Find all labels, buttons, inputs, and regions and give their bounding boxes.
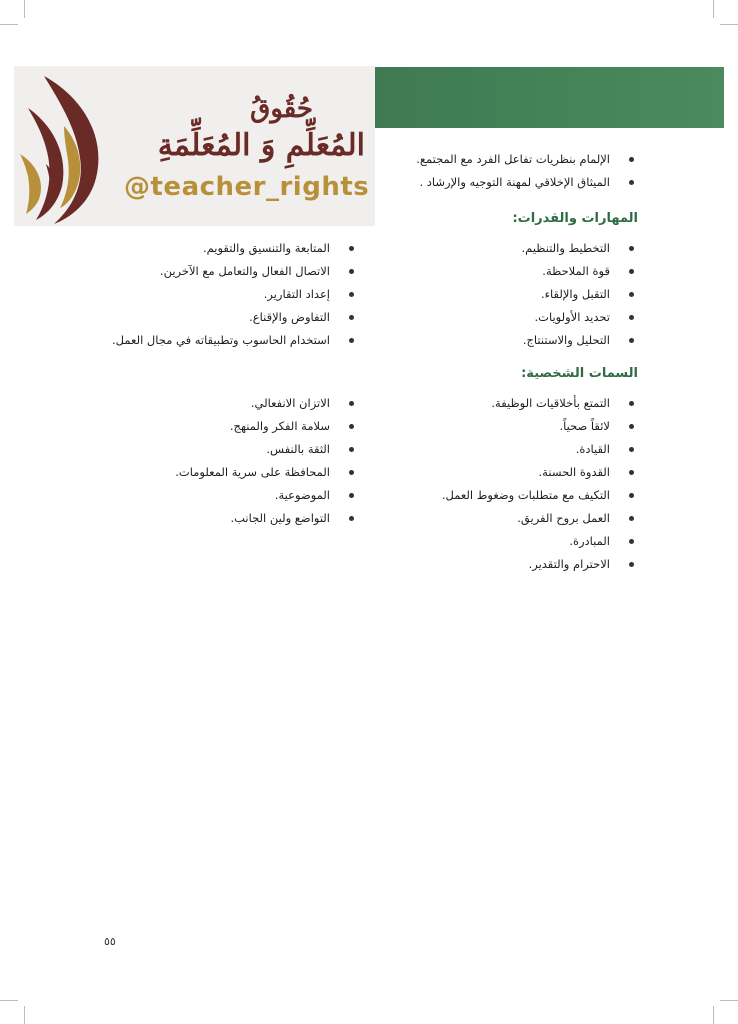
list-item: لائقاً صحياً. (442, 415, 638, 438)
bullet-icon (349, 246, 354, 251)
logo-title-line2: المُعَلِّمِ وَ المُعَلِّمَةِ (157, 128, 365, 163)
list-item: التحليل والاستنتاج. (522, 329, 638, 352)
list-item: الاتصال الفعال والتعامل مع الآخرين. (112, 260, 358, 283)
list-item: التواضع ولين الجانب. (175, 507, 358, 530)
list-item: الاتزان الانفعالي. (175, 392, 358, 415)
crop-mark (720, 1000, 738, 1001)
crop-mark (24, 0, 25, 18)
logo-handle: @teacher_rights (124, 172, 370, 202)
traits-heading: السمات الشخصية: (521, 366, 638, 381)
skills-right-list (522, 237, 638, 352)
logo-title-line1: حُقُوقُ (250, 94, 313, 124)
list-item: العمل بروح الفريق. (442, 507, 638, 530)
bullet-icon (629, 493, 634, 498)
crop-mark (713, 1006, 714, 1024)
bullet-icon (629, 562, 634, 567)
intro-list (416, 148, 638, 194)
bullet-icon (629, 292, 634, 297)
bullet-icon (349, 470, 354, 475)
list-item: تحديد الأولويات. (522, 306, 638, 329)
bullet-icon (629, 424, 634, 429)
bullet-icon (349, 315, 354, 320)
bullet-icon (629, 338, 634, 343)
header-band (375, 67, 724, 128)
crop-mark (0, 24, 18, 25)
bullet-icon (629, 315, 634, 320)
list-item: استخدام الحاسوب وتطبيقاته في مجال العمل. (112, 329, 358, 352)
list-item: المتابعة والتنسيق والتقويم. (112, 237, 358, 260)
teacher-rights-logo (14, 66, 375, 226)
bullet-icon (349, 516, 354, 521)
page-number: ٥٥ (104, 935, 116, 948)
bullet-icon (629, 269, 634, 274)
crop-mark (0, 1000, 18, 1001)
list-item: الإلمام بنظريات تفاعل الفرد مع المجتمع. (416, 148, 638, 171)
crop-mark (24, 1006, 25, 1024)
bullet-icon (629, 246, 634, 251)
crop-mark (720, 24, 738, 25)
bullet-icon (629, 539, 634, 544)
bullet-icon (629, 180, 634, 185)
bullet-icon (349, 269, 354, 274)
bullet-icon (629, 470, 634, 475)
skills-heading: المهارات والقدرات: (512, 211, 638, 226)
list-item: الميثاق الإخلاقي لمهنة التوجيه والإرشاد . (416, 171, 638, 194)
list-item: القيادة. (442, 438, 638, 461)
list-item: الموضوعية. (175, 484, 358, 507)
bullet-icon (349, 338, 354, 343)
list-item: التفاوض والإقناع. (112, 306, 358, 329)
bullet-icon (349, 401, 354, 406)
list-item: الثقة بالنفس. (175, 438, 358, 461)
bullet-icon (629, 157, 634, 162)
list-item: قوة الملاحظة. (522, 260, 638, 283)
list-item: المبادرة. (442, 530, 638, 553)
bullet-icon (629, 401, 634, 406)
traits-right-list (442, 392, 638, 576)
skills-left-list (112, 237, 358, 352)
list-item: القدوة الحسنة. (442, 461, 638, 484)
bullet-icon (629, 447, 634, 452)
bullet-icon (349, 447, 354, 452)
list-item: التمتع بأخلاقيات الوظيفة. (442, 392, 638, 415)
bullet-icon (349, 493, 354, 498)
list-item: الاحترام والتقدير. (442, 553, 638, 576)
list-item: التخطيط والتنظيم. (522, 237, 638, 260)
list-item: إعداد التقارير. (112, 283, 358, 306)
crop-mark (713, 0, 714, 18)
list-item: سلامة الفكر والمنهج. (175, 415, 358, 438)
list-item: المحافظة على سرية المعلومات. (175, 461, 358, 484)
bullet-icon (349, 292, 354, 297)
bullet-icon (629, 516, 634, 521)
list-item: التكيف مع متطلبات وضغوط العمل. (442, 484, 638, 507)
bullet-icon (349, 424, 354, 429)
traits-left-list (175, 392, 358, 530)
list-item: التقبل والإلقاء. (522, 283, 638, 306)
calligraphy-logo-icon (14, 68, 119, 226)
